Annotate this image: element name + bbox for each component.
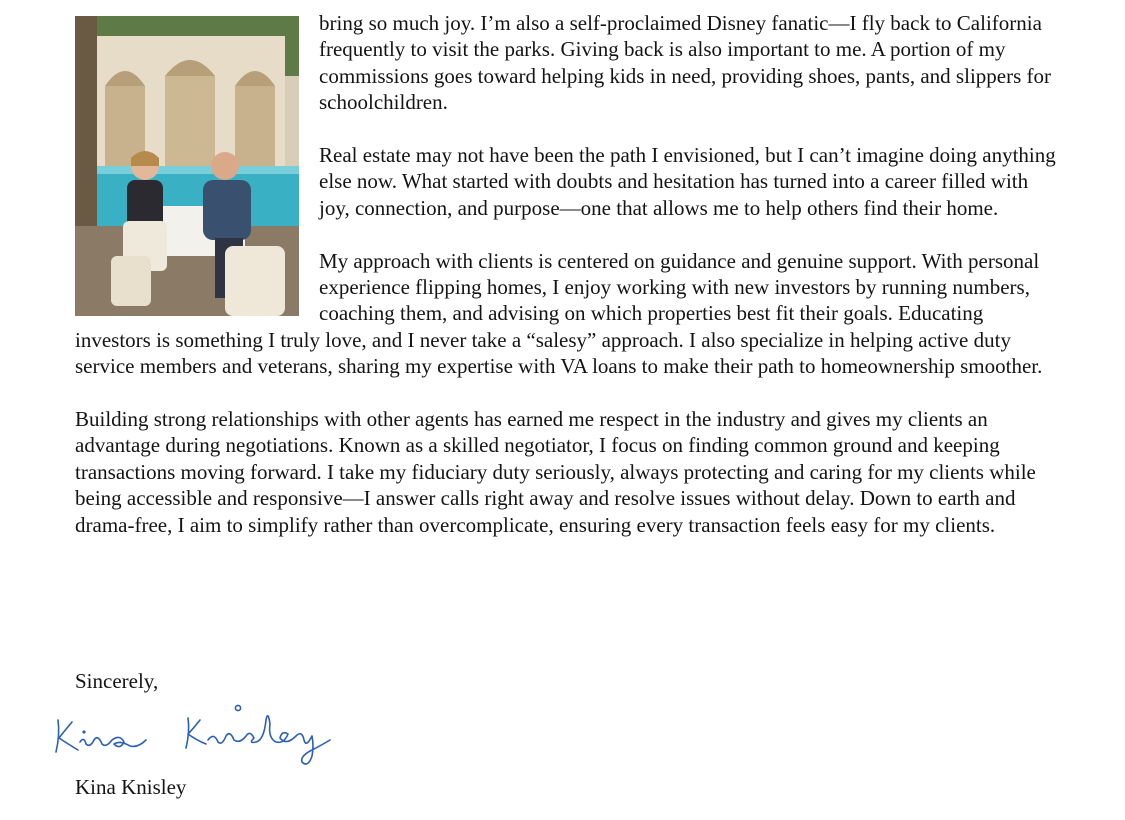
letter-body [75,10,1060,564]
paragraph: Building strong relationships with other agents has earned me respect in the industry and gives my clients an advantage during negotiations. Known as a skilled negotiator, I focus on finding common ground and keeping transactions moving forward. I take my fiduciary duty seriously, always protecting and caring for my clients while being accessible and responsive—I answer calls right away and resolve issues without delay. Down to earth and drama-free, I aim to simplify rather than overcomplicate, ensuring every transaction feels easy for my clients. [75,407,1036,537]
agent-photo [75,16,299,316]
signature-icon [50,700,350,770]
handwritten-signature [50,700,350,770]
closing-salutation: Sincerely, [75,669,159,693]
paragraph: Real estate may not have been the path I envisioned, but I can’t imagine doing anything else now. What started with doubts and hesitation has turned into a career filled with joy, connection, and purpose—one that allows me to help others find their home. [319,143,1056,220]
signed-name: Kina Knisley [75,775,187,799]
photo-couple-poolside [75,16,299,316]
paragraph: bring so much joy. I’m also a self-proclaimed Disney fanatic—I fly back to California frequently to visit the parks. Giving back is also important to me. A portion of my commissions goes toward helping kids in need, providing shoes, pants, and slippers for schoolchildren. [319,11,1051,115]
paragraph: My approach with clients is centered on guidance and genuine support. With personal experience flipping homes, I enjoy working with new investors by running numbers, coaching them, and advising on which properties best fit their goals. Educating investors is something I truly love, and I never take a “salesy” approach. I also specialize in helping active duty service members and veterans, sharing my expertise with VA loans to make their path to homeownership smoother. [75,248,1043,379]
